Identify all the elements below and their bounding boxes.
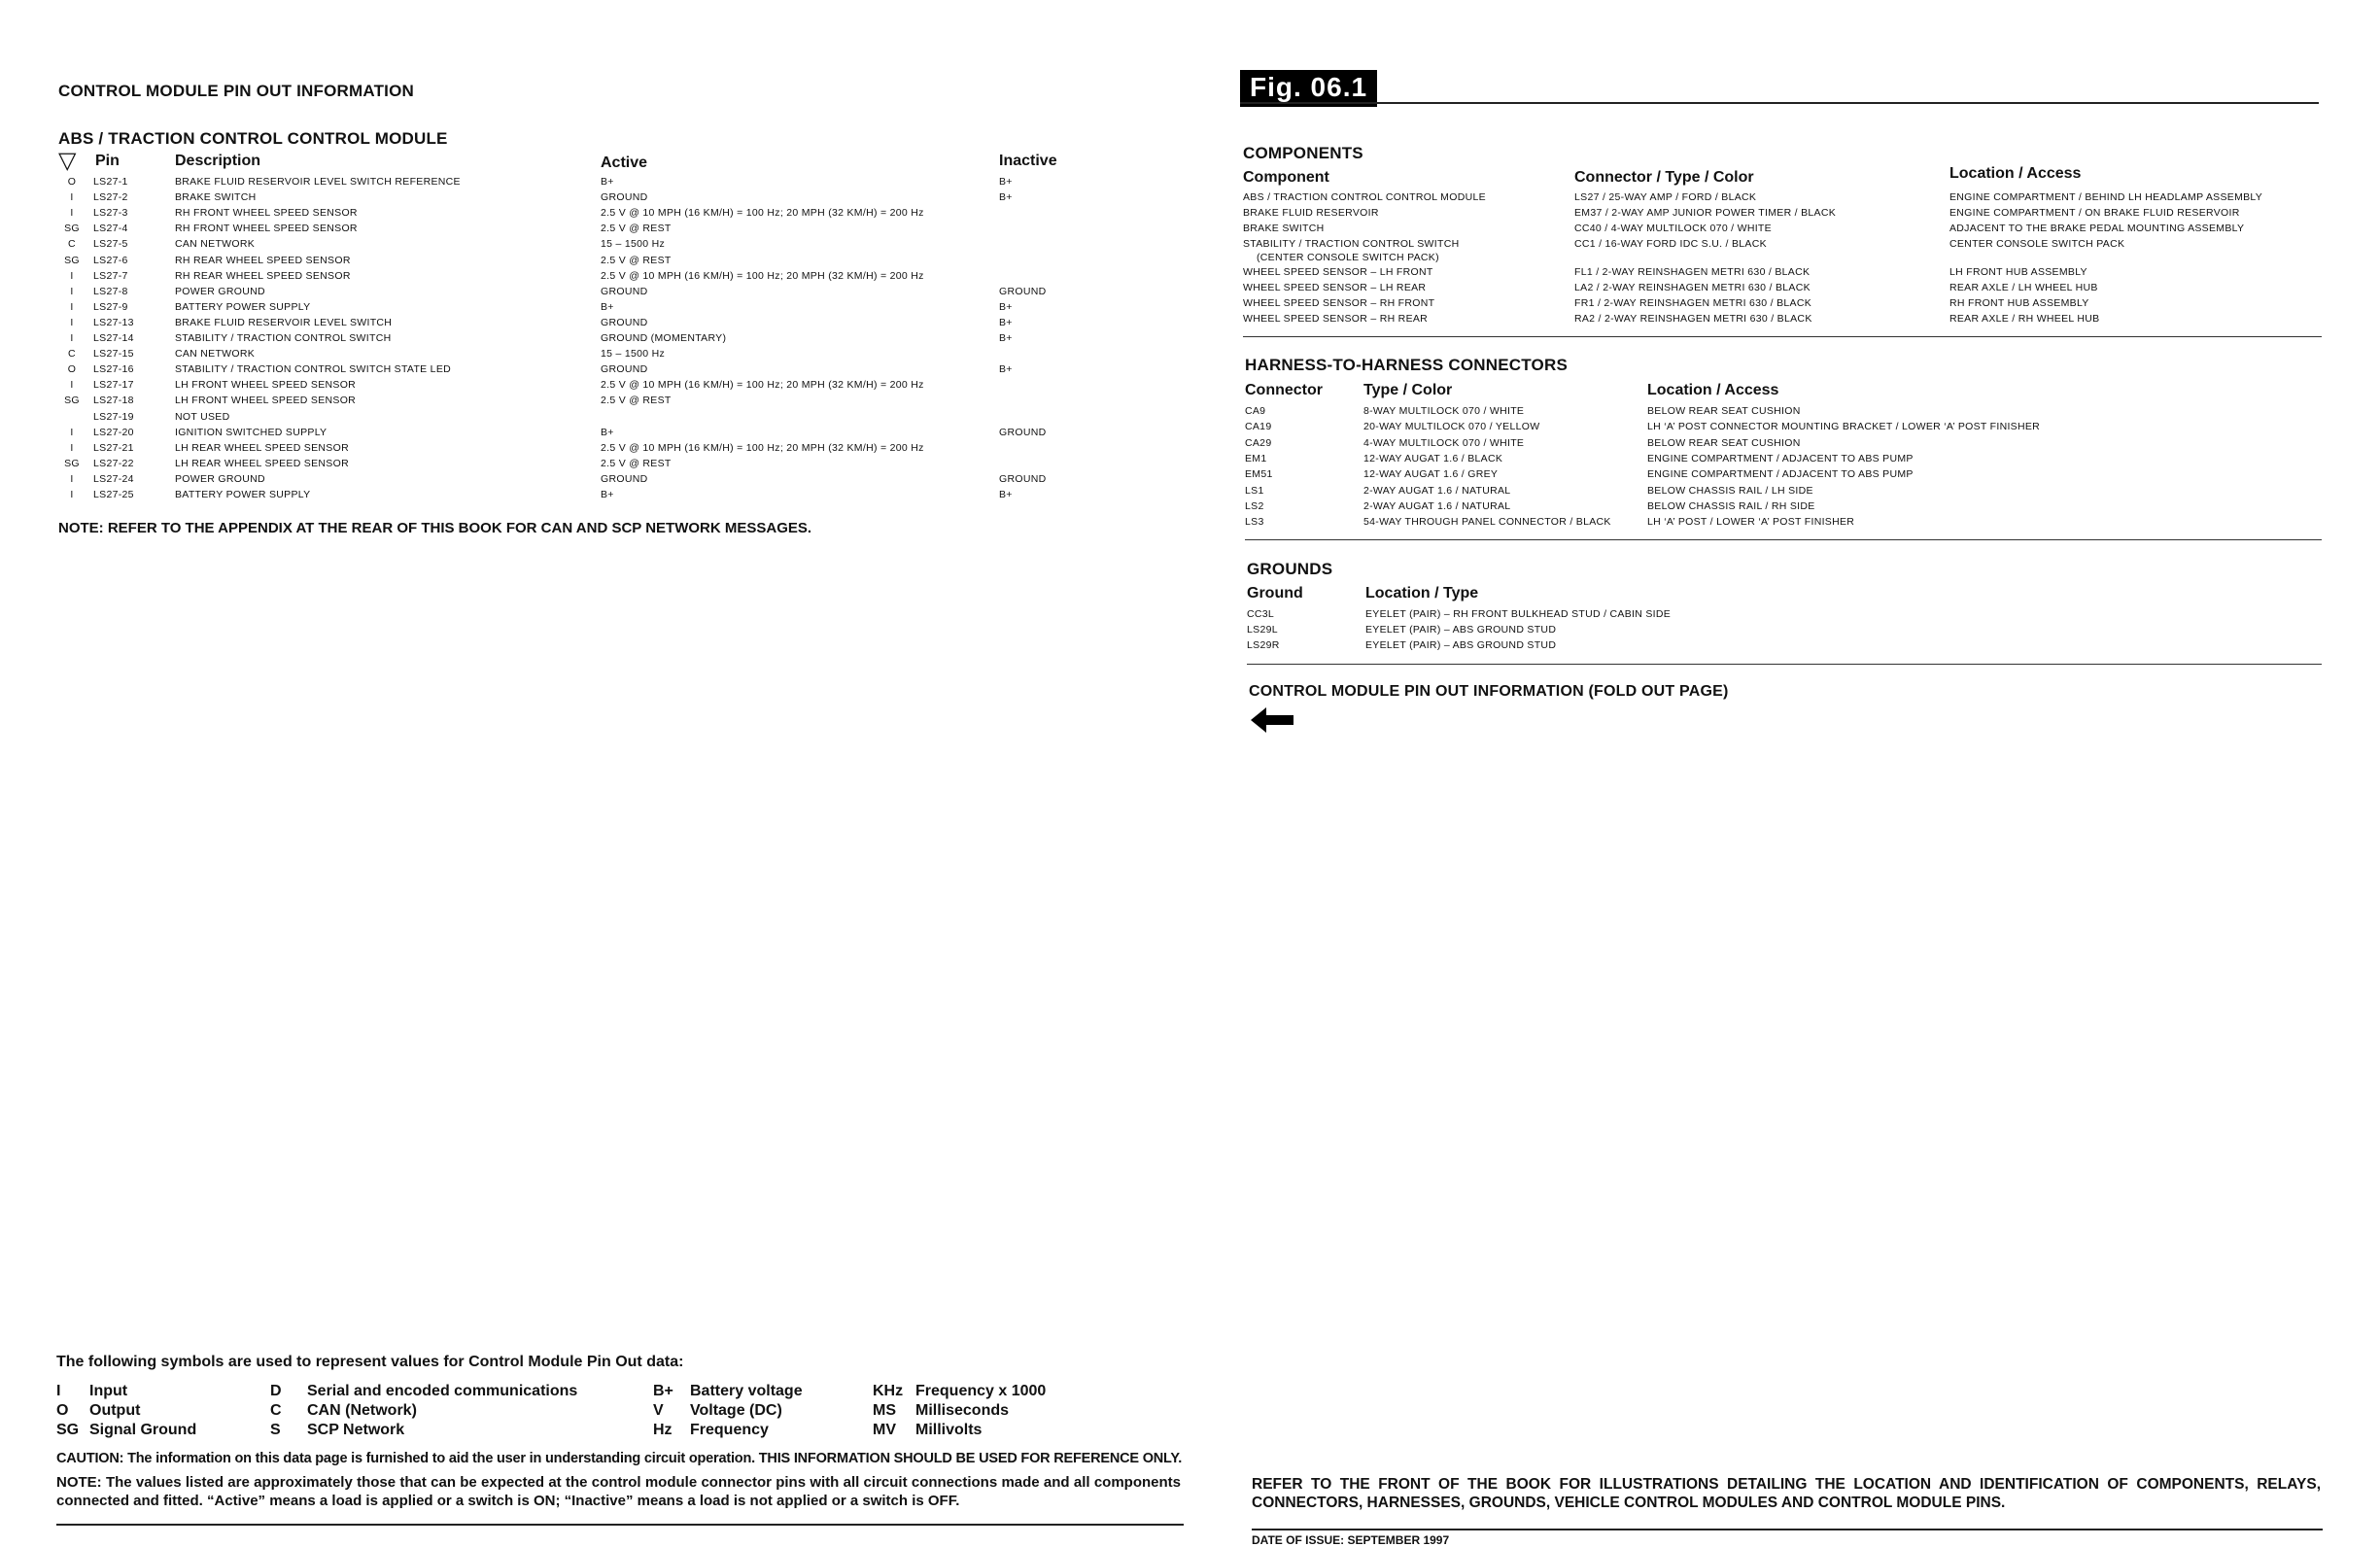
harness-location: ENGINE COMPARTMENT / ADJACENT TO ABS PUMP [1647, 468, 1914, 481]
component-location: RH FRONT HUB ASSEMBLY [1949, 297, 2089, 309]
pin-active-value: GROUND [601, 363, 648, 376]
legend-symbol: S [270, 1422, 281, 1438]
component-name: (CENTER CONSOLE SWITCH PACK) [1257, 252, 1439, 263]
pin-number: LS27-25 [93, 489, 134, 500]
pin-io-symbol: I [70, 300, 74, 313]
pin-io-symbol: SG [64, 254, 80, 266]
grounds-title: GROUNDS [1247, 560, 1333, 578]
pin-number: LS27-24 [93, 472, 134, 485]
harness-type-color: 2-WAY AUGAT 1.6 / NATURAL [1363, 499, 1511, 512]
ground-id: LS29R [1247, 639, 1280, 651]
pin-description: POWER GROUND [175, 285, 265, 297]
legend-symbol: D [270, 1383, 282, 1399]
component-name: STABILITY / TRACTION CONTROL SWITCH [1243, 238, 1460, 250]
pin-io-symbol: SG [64, 457, 80, 469]
pin-active-value: 2.5 V @ REST [601, 395, 672, 407]
component-name: WHEEL SPEED SENSOR – LH FRONT [1243, 266, 1433, 278]
pin-row [58, 270, 1069, 286]
component-location-header: Location / Access [1949, 165, 2082, 182]
component-name: WHEEL SPEED SENSOR – RH FRONT [1243, 297, 1435, 309]
harness-location-header: Location / Access [1647, 382, 1779, 398]
ground-id: CC3L [1247, 608, 1275, 620]
harness-title: HARNESS-TO-HARNESS CONNECTORS [1245, 356, 1568, 374]
pin-description: RH REAR WHEEL SPEED SENSOR [175, 269, 351, 282]
description-column-header: Description [175, 153, 261, 169]
pin-io-symbol: SG [64, 223, 80, 235]
pin-number: LS27-7 [93, 269, 128, 282]
pin-active-value: 15 – 1500 Hz [601, 348, 666, 361]
pin-number: LS27-14 [93, 332, 134, 344]
pin-description: BRAKE FLUID RESERVOIR LEVEL SWITCH REFERENCE [175, 176, 461, 188]
harness-header [1245, 382, 2324, 401]
values-note: NOTE: The values listed are approximately those that can be expected at the control module connector pins with all circuit connections made and all components connected and fitted. “Active” means a load is applied or a switch is ON; “Inactive” means a load is not applied or a switch is OFF. [56, 1474, 1181, 1509]
harness-type-color: 2-WAY AUGAT 1.6 / NATURAL [1363, 484, 1511, 497]
caution-text: CAUTION: The information on this data page is furnished to aid the user in understanding circuit operation. THIS INFORMATION SHOULD BE USED FOR REFERENCE ONLY. [56, 1451, 1183, 1466]
legend-meaning: Frequency x 1000 [915, 1383, 1047, 1399]
pin-description: RH FRONT WHEEL SPEED SENSOR [175, 223, 358, 235]
pin-io-symbol: I [70, 472, 74, 485]
component-name: BRAKE SWITCH [1243, 223, 1325, 234]
pin-row [58, 223, 1069, 238]
pin-number: LS27-19 [93, 410, 134, 423]
harness-row [1245, 421, 2324, 436]
grounds-rule [1247, 664, 2322, 665]
component-connector: EM37 / 2-WAY AMP JUNIOR POWER TIMER / BLACK [1574, 207, 1837, 219]
component-location: LH FRONT HUB ASSEMBLY [1949, 266, 2087, 278]
component-name: ABS / TRACTION CONTROL CONTROL MODULE [1243, 191, 1486, 203]
pin-inactive-value: B+ [999, 316, 1013, 328]
components-table [1243, 191, 2322, 327]
figure-rule [1240, 102, 2319, 104]
component-name: WHEEL SPEED SENSOR – RH REAR [1243, 313, 1429, 325]
pin-active-value: 2.5 V @ 10 MPH (16 KM/H) = 100 Hz; 20 MPH (32 KM/H) = 200 Hz [601, 379, 924, 392]
pin-row [58, 427, 1069, 442]
grounds-table [1247, 608, 2316, 657]
pin-number: LS27-22 [93, 457, 134, 469]
pin-number: LS27-2 [93, 191, 128, 204]
pin-active-value: GROUND [601, 285, 648, 297]
harness-type-color: 4-WAY MULTILOCK 070 / WHITE [1363, 436, 1525, 449]
inactive-column-header: Inactive [999, 153, 1057, 169]
pin-number: LS27-17 [93, 379, 134, 392]
component-connector: CC40 / 4-WAY MULTILOCK 070 / WHITE [1574, 223, 1772, 234]
left-arrow-icon[interactable] [1251, 707, 1293, 738]
pin-active-value: B+ [601, 426, 614, 438]
component-row [1243, 313, 2322, 328]
pin-description: IGNITION SWITCHED SUPPLY [175, 426, 328, 438]
pin-active-value: 15 – 1500 Hz [601, 238, 666, 251]
component-connector: LA2 / 2-WAY REINSHAGEN METRI 630 / BLACK [1574, 282, 1811, 293]
pin-table-header [58, 148, 1069, 174]
legend-meaning: Frequency [690, 1422, 769, 1438]
pin-description: CAN NETWORK [175, 238, 256, 251]
legend-symbol: I [56, 1383, 61, 1399]
pin-io-symbol: I [70, 207, 74, 220]
legend-symbol: B+ [653, 1383, 673, 1399]
pin-number: LS27-3 [93, 207, 128, 220]
pin-row [58, 317, 1069, 332]
pin-description: RH FRONT WHEEL SPEED SENSOR [175, 207, 358, 220]
page-title: CONTROL MODULE PIN OUT INFORMATION [58, 82, 414, 100]
legend-symbol: MV [873, 1422, 896, 1438]
pin-description: LH REAR WHEEL SPEED SENSOR [175, 457, 349, 469]
ground-row [1247, 624, 2316, 639]
pin-inactive-value: GROUND [999, 472, 1047, 485]
pin-io-symbol: C [68, 238, 76, 251]
harness-table [1245, 405, 2324, 532]
component-row [1243, 207, 2322, 223]
component-location: REAR AXLE / LH WHEEL HUB [1949, 282, 2098, 293]
pin-row [58, 442, 1069, 458]
pin-io-symbol: I [70, 379, 74, 392]
legend-meaning: Battery voltage [690, 1383, 803, 1399]
harness-connector: LS2 [1245, 499, 1264, 512]
pin-row [58, 255, 1069, 270]
legend-meaning: Serial and encoded communications [307, 1383, 578, 1399]
harness-connector: CA9 [1245, 405, 1266, 417]
pin-row [58, 286, 1069, 301]
pin-column-header: Pin [95, 153, 120, 169]
component-connector: FL1 / 2-WAY REINSHAGEN METRI 630 / BLACK [1574, 266, 1811, 278]
pin-row [58, 238, 1069, 254]
ground-row [1247, 639, 2316, 655]
pin-row [58, 395, 1069, 410]
pin-inactive-value: GROUND [999, 285, 1047, 297]
pin-description: RH REAR WHEEL SPEED SENSOR [175, 254, 351, 266]
pin-row [58, 176, 1069, 191]
legend-meaning: SCP Network [307, 1422, 405, 1438]
harness-connector: EM1 [1245, 452, 1267, 464]
component-location: ADJACENT TO THE BRAKE PEDAL MOUNTING ASSEMBLY [1949, 223, 2245, 234]
pin-row [58, 301, 1069, 317]
pin-active-value: GROUND (MOMENTARY) [601, 332, 727, 344]
harness-location: BELOW REAR SEAT CUSHION [1647, 436, 1801, 449]
harness-type-color: 12-WAY AUGAT 1.6 / GREY [1363, 468, 1499, 481]
pin-io-symbol: SG [64, 395, 80, 407]
pin-description: LH FRONT WHEEL SPEED SENSOR [175, 395, 357, 407]
harness-connector: LS3 [1245, 516, 1264, 529]
legend-symbol: KHz [873, 1383, 904, 1399]
legend-meaning: CAN (Network) [307, 1402, 417, 1419]
pin-number: LS27-6 [93, 254, 128, 266]
pin-description: BRAKE FLUID RESERVOIR LEVEL SWITCH [175, 316, 393, 328]
pin-inactive-value: B+ [999, 176, 1013, 188]
pin-row [58, 379, 1069, 395]
pin-active-value: B+ [601, 176, 614, 188]
harness-type-color: 8-WAY MULTILOCK 070 / WHITE [1363, 405, 1525, 417]
legend-meaning: Milliseconds [915, 1402, 1010, 1419]
symbols-intro: The following symbols are used to represent values for Control Module Pin Out data: [56, 1354, 684, 1370]
legend-meaning: Voltage (DC) [690, 1402, 782, 1419]
harness-connector: CA19 [1245, 421, 1272, 433]
pin-description: LH FRONT WHEEL SPEED SENSOR [175, 379, 357, 392]
pin-number: LS27-18 [93, 395, 134, 407]
pin-io-symbol: I [70, 191, 74, 204]
pin-inactive-value: B+ [999, 489, 1013, 500]
component-location: ENGINE COMPARTMENT / ON BRAKE FLUID RESERVOIR [1949, 207, 2240, 219]
component-name: WHEEL SPEED SENSOR – LH REAR [1243, 282, 1427, 293]
legend-meaning: Output [89, 1402, 141, 1419]
harness-rule [1245, 539, 2322, 540]
pin-io-symbol: I [70, 269, 74, 282]
pin-number: LS27-15 [93, 348, 134, 361]
pin-row [58, 191, 1069, 207]
pin-row [58, 411, 1069, 427]
component-connector: CC1 / 16-WAY FORD IDC S.U. / BLACK [1574, 238, 1767, 250]
figure-label: Fig. 06.1 [1240, 70, 1377, 107]
harness-location: LH ‘A’ POST CONNECTOR MOUNTING BRACKET / LOWER ‘A’ POST FINISHER [1647, 421, 2041, 433]
pin-row [58, 458, 1069, 473]
pin-number: LS27-21 [93, 441, 134, 454]
pin-inactive-value: B+ [999, 363, 1013, 376]
ground-column-header: Ground [1247, 585, 1303, 602]
front-of-book-note: REFER TO THE FRONT OF THE BOOK FOR ILLUSTRATIONS DETAILING THE LOCATION AND IDENTIFICATION OF COMPONENTS, RELAYS, CONNECTORS, HARNESSES, GROUNDS, VEHICLE CONTROL MODULES AND CONTROL MODULE PINS. [1252, 1476, 2321, 1511]
component-column-header: Component [1243, 169, 1329, 186]
pin-number: LS27-13 [93, 316, 134, 328]
pin-number: LS27-16 [93, 363, 134, 376]
pin-inactive-value: B+ [999, 191, 1013, 204]
pin-row [58, 489, 1069, 504]
harness-location: BELOW REAR SEAT CUSHION [1647, 405, 1801, 417]
component-row [1243, 297, 2322, 313]
harness-row [1245, 485, 2324, 500]
pin-description: LH REAR WHEEL SPEED SENSOR [175, 441, 349, 454]
ground-row [1247, 608, 2316, 624]
bottom-rule-right [1252, 1529, 2323, 1530]
component-location: ENGINE COMPARTMENT / BEHIND LH HEADLAMP ASSEMBLY [1949, 191, 2263, 203]
pin-active-value: 2.5 V @ 10 MPH (16 KM/H) = 100 Hz; 20 MPH (32 KM/H) = 200 Hz [601, 441, 924, 454]
pin-description: BRAKE SWITCH [175, 191, 257, 204]
component-name: BRAKE FLUID RESERVOIR [1243, 207, 1379, 219]
pin-description: POWER GROUND [175, 472, 265, 485]
type-color-column-header: Type / Color [1363, 382, 1453, 398]
ground-location-header: Location / Type [1365, 585, 1479, 602]
pin-description: STABILITY / TRACTION CONTROL SWITCH [175, 332, 392, 344]
component-row [1243, 223, 2322, 238]
pin-inactive-value: GROUND [999, 426, 1047, 438]
legend-symbol: C [270, 1402, 282, 1419]
component-location: CENTER CONSOLE SWITCH PACK [1949, 238, 2125, 250]
component-connector: RA2 / 2-WAY REINSHAGEN METRI 630 / BLACK [1574, 313, 1812, 325]
pin-number: LS27-9 [93, 300, 128, 313]
harness-row [1245, 453, 2324, 468]
ground-location-type: EYELET (PAIR) – RH FRONT BULKHEAD STUD / CABIN SIDE [1365, 608, 1672, 620]
harness-location: LH ‘A’ POST / LOWER ‘A’ POST FINISHER [1647, 516, 1855, 529]
component-location: REAR AXLE / RH WHEEL HUB [1949, 313, 2100, 325]
ground-id: LS29L [1247, 624, 1278, 636]
harness-type-color: 20-WAY MULTILOCK 070 / YELLOW [1363, 421, 1540, 433]
pin-row [58, 332, 1069, 348]
triangle-symbol-icon: ▽ [58, 148, 77, 174]
legend-meaning: Millivolts [915, 1422, 983, 1438]
harness-connector: EM51 [1245, 468, 1273, 481]
pin-active-value: 2.5 V @ REST [601, 457, 672, 469]
connector-column-header: Connector [1245, 382, 1323, 398]
pin-active-value: 2.5 V @ REST [601, 223, 672, 235]
harness-row [1245, 468, 2324, 484]
pin-active-value: 2.5 V @ 10 MPH (16 KM/H) = 100 Hz; 20 MPH (32 KM/H) = 200 Hz [601, 207, 924, 220]
bottom-rule-left [56, 1524, 1184, 1526]
pin-io-symbol: I [70, 316, 74, 328]
harness-connector: LS1 [1245, 484, 1264, 497]
component-connector: LS27 / 25-WAY AMP / FORD / BLACK [1574, 191, 1757, 203]
harness-row [1245, 516, 2324, 532]
pin-number: LS27-20 [93, 426, 134, 438]
component-row [1243, 191, 2322, 207]
legend-symbol: SG [56, 1422, 80, 1438]
pin-description: STABILITY / TRACTION CONTROL SWITCH STATE LED [175, 363, 452, 376]
ground-location-type: EYELET (PAIR) – ABS GROUND STUD [1365, 639, 1557, 651]
pin-active-value: B+ [601, 300, 614, 313]
pin-row [58, 473, 1069, 489]
pin-number: LS27-1 [93, 176, 128, 188]
harness-connector: CA29 [1245, 436, 1272, 449]
harness-row [1245, 437, 2324, 453]
harness-row [1245, 500, 2324, 516]
harness-location: ENGINE COMPARTMENT / ADJACENT TO ABS PUMP [1647, 452, 1914, 464]
pin-number: LS27-4 [93, 223, 128, 235]
legend-symbol: V [653, 1402, 664, 1419]
pin-io-symbol: O [67, 176, 77, 188]
pin-active-value: 2.5 V @ 10 MPH (16 KM/H) = 100 Hz; 20 MPH (32 KM/H) = 200 Hz [601, 269, 924, 282]
pin-inactive-value: B+ [999, 332, 1013, 344]
legend-symbol: O [56, 1402, 69, 1419]
harness-type-color: 54-WAY THROUGH PANEL CONNECTOR / BLACK [1363, 516, 1611, 529]
pin-active-value: GROUND [601, 191, 648, 204]
pin-description: CAN NETWORK [175, 348, 256, 361]
component-connector: FR1 / 2-WAY REINSHAGEN METRI 630 / BLACK [1574, 297, 1812, 309]
pin-table [58, 176, 1069, 506]
legend-symbol: Hz [653, 1422, 673, 1438]
legend-meaning: Signal Ground [89, 1422, 197, 1438]
pin-io-symbol: I [70, 426, 74, 438]
pin-number: LS27-8 [93, 285, 128, 297]
pin-io-symbol: C [68, 348, 76, 361]
pin-description: BATTERY POWER SUPPLY [175, 300, 311, 313]
pin-description: BATTERY POWER SUPPLY [175, 489, 311, 500]
ground-location-type: EYELET (PAIR) – ABS GROUND STUD [1365, 624, 1557, 636]
pin-io-symbol: I [70, 332, 74, 344]
harness-type-color: 12-WAY AUGAT 1.6 / BLACK [1363, 452, 1503, 464]
pin-io-symbol: O [67, 363, 77, 376]
pin-inactive-value: B+ [999, 300, 1013, 313]
pin-io-symbol: I [70, 285, 74, 297]
pin-row [58, 363, 1069, 379]
symbols-legend [56, 1383, 1125, 1447]
harness-location: BELOW CHASSIS RAIL / RH SIDE [1647, 499, 1815, 512]
connector-type-color-header: Connector / Type / Color [1574, 169, 1754, 186]
legend-symbol: MS [873, 1402, 896, 1419]
components-header [1243, 165, 2322, 189]
harness-row [1245, 405, 2324, 421]
component-row [1243, 282, 2322, 297]
pin-active-value: GROUND [601, 316, 648, 328]
date-of-issue: DATE OF ISSUE: SEPTEMBER 1997 [1252, 1533, 1450, 1547]
pin-active-value: GROUND [601, 472, 648, 485]
pin-row [58, 207, 1069, 223]
pin-io-symbol: I [70, 441, 74, 454]
components-rule [1243, 336, 2322, 337]
module-title: ABS / TRACTION CONTROL CONTROL MODULE [58, 129, 448, 148]
pin-description: NOT USED [175, 410, 230, 423]
pin-active-value: 2.5 V @ REST [601, 254, 672, 266]
pin-number: LS27-5 [93, 238, 128, 251]
pin-io-symbol: I [70, 489, 74, 500]
pin-active-value: B+ [601, 489, 614, 500]
foldout-link[interactable]: CONTROL MODULE PIN OUT INFORMATION (FOLD OUT PAGE) [1249, 683, 1729, 700]
network-note: NOTE: REFER TO THE APPENDIX AT THE REAR OF THIS BOOK FOR CAN AND SCP NETWORK MESSAGES. [58, 520, 812, 536]
component-row [1243, 266, 2322, 282]
component-row [1243, 252, 2322, 267]
harness-location: BELOW CHASSIS RAIL / LH SIDE [1647, 484, 1813, 497]
active-column-header: Active [601, 155, 648, 171]
pin-row [58, 348, 1069, 363]
grounds-header [1247, 585, 2316, 604]
legend-meaning: Input [89, 1383, 128, 1399]
components-title: COMPONENTS [1243, 144, 1363, 162]
